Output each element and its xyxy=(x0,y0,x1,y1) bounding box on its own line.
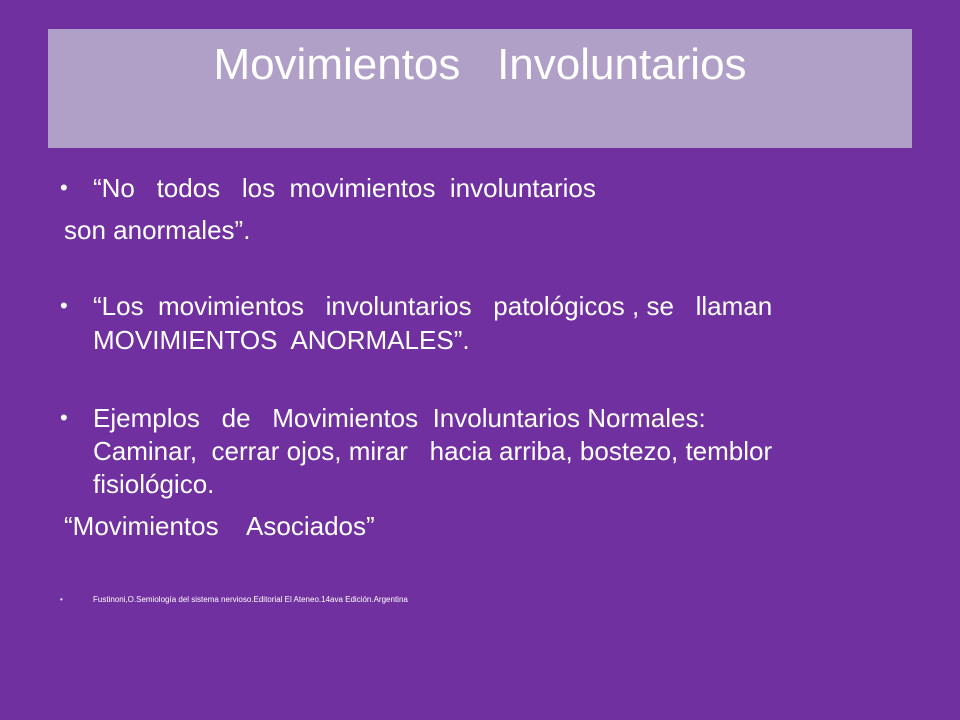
bullet-3-line-1: Ejemplos de Movimientos Involuntarios Normales: xyxy=(93,403,706,433)
bullet-3-line-3: fisiológico. xyxy=(93,469,215,499)
bullet-1-line-2: son anormales”. xyxy=(64,215,251,245)
slide-title: Movimientos Involuntarios xyxy=(213,40,747,89)
associated-movements-line: “Movimientos Asociados” xyxy=(64,511,375,541)
reference-text: Fustinoni,O.Semiología del sistema nervioso.Editorial El Ateneo.14ava Edición.Argentina xyxy=(93,595,408,604)
bullet-2-line-2: MOVIMIENTOS ANORMALES”. xyxy=(93,325,470,355)
bullet-dot-1: • xyxy=(60,175,68,200)
bullet-1-line-1: “No todos los movimientos involuntarios xyxy=(93,173,596,203)
reference-bullet: • xyxy=(60,595,63,604)
bullet-3-line-2: Caminar, cerrar ojos, mirar hacia arriba, bostezo, temblor xyxy=(93,436,773,466)
bullet-dot-3: • xyxy=(60,405,68,430)
bullet-2-line-1: “Los movimientos involuntarios patológicos , se llaman xyxy=(93,291,773,321)
bullet-dot-2: • xyxy=(60,293,68,318)
